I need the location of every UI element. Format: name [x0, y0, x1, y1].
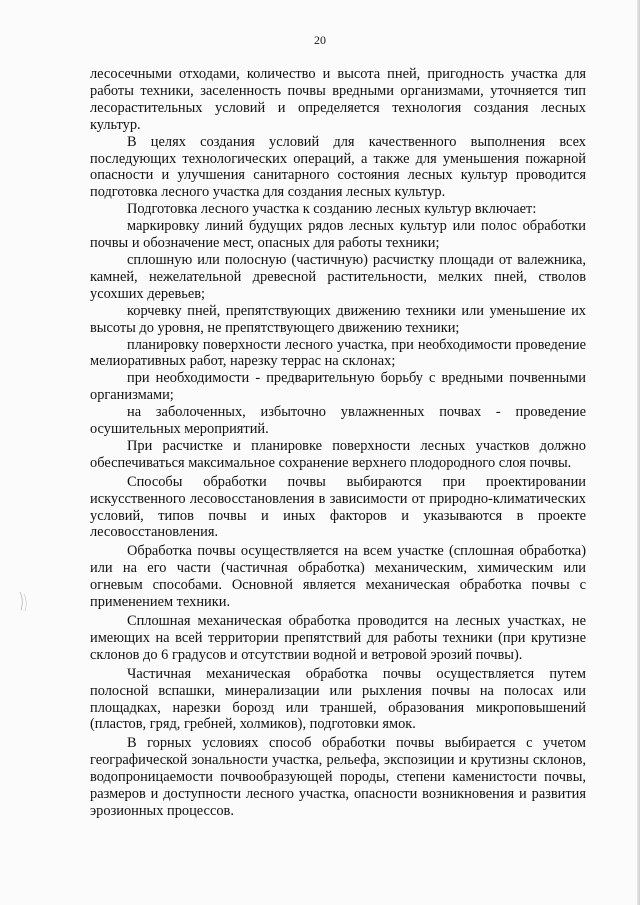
paragraph: В целях создания условий для качественного выполнения всех последующих технологических операций, а также для уменьшения пожарной опасности и улучшения санитарного состояния лесных культур проводится подготовка лесного участка для создания лесных культур. [90, 133, 586, 201]
paragraph: В горных условиях способ обработки почвы выбирается с учетом географической зональности участка, рельефа, экспозиции и крутизны склонов, водопроницаемости почвообразующей породы, степени каменистости почвы, размеров и доступности лесного участка, опасности возникновения и развития эрозионных процессов. [90, 735, 586, 819]
paragraph: Подготовка лесного участка к созданию лесных культур включает: [127, 201, 537, 218]
list-item: корчевку пней, препятствующих движению техники или уменьшение их высоты до уровня, не препятствующего движению техники; [90, 302, 586, 336]
page-number: 20 [314, 33, 326, 47]
paragraph: Сплошная механическая обработка проводится на лесных участках, не имеющих на всей территории препятствий для работы техники (при крутизне склонов до 6 градусов и отсутствии водной и ветровой эрозий почвы). [90, 613, 586, 663]
list-item: при необходимости - предварительную борьбу с вредными почвенными организмами; [90, 370, 586, 404]
document-body [90, 66, 586, 820]
paragraph: лесосечными отходами, количество и высота пней, пригодность участка для работы техники, заселенность почвы вредными организмами, уточняется тип лесорастительных условий и определяется технология создания лесных культур. [90, 66, 586, 133]
paragraph: При расчистке и планировке поверхности лесных участков должно обеспечиваться максимальное сохранение верхнего плодородного слоя почвы. [90, 437, 586, 471]
scan-artifact-mark [18, 590, 32, 612]
paragraph: Способы обработки почвы выбираются при проектировании искусственного лесовосстановления в зависимости от природно-климатических условий, типов почвы и иных факторов и указываются в проекте лесовосстановления. [90, 473, 586, 541]
paragraph: Обработка почвы осуществляется на всем участке (сплошная обработка) или на его части (частичная обработка) механическим, химическим или огневым способами. Основной является механическая обработка почвы с применением техники. [90, 543, 586, 611]
paragraph: Частичная механическая обработка почвы осуществляется путем полосной вспашки, минерализации или рыхления почвы на полосах или площадках, нарезки борозд или траншей, образования микроповышений (пластов, гряд, гребней, холмиков), подготовки ямок. [90, 665, 586, 733]
list-item: планировку поверхности лесного участка, при необходимости проведение мелиоративных работ, нарезку террас на склонах; [90, 336, 586, 370]
list-item: сплошную или полосную (частичную) расчистку площади от валежника, камней, нежелательной древесной растительности, мелких пней, стволов усохших деревьев; [90, 251, 586, 302]
list-item: на заболоченных, избыточно увлажненных почвах - проведение осушительных мероприятий. [90, 404, 586, 438]
list-item: маркировку линий будущих рядов лесных культур или полос обработки почвы и обозначение мест, опасных для работы техники; [90, 218, 586, 252]
